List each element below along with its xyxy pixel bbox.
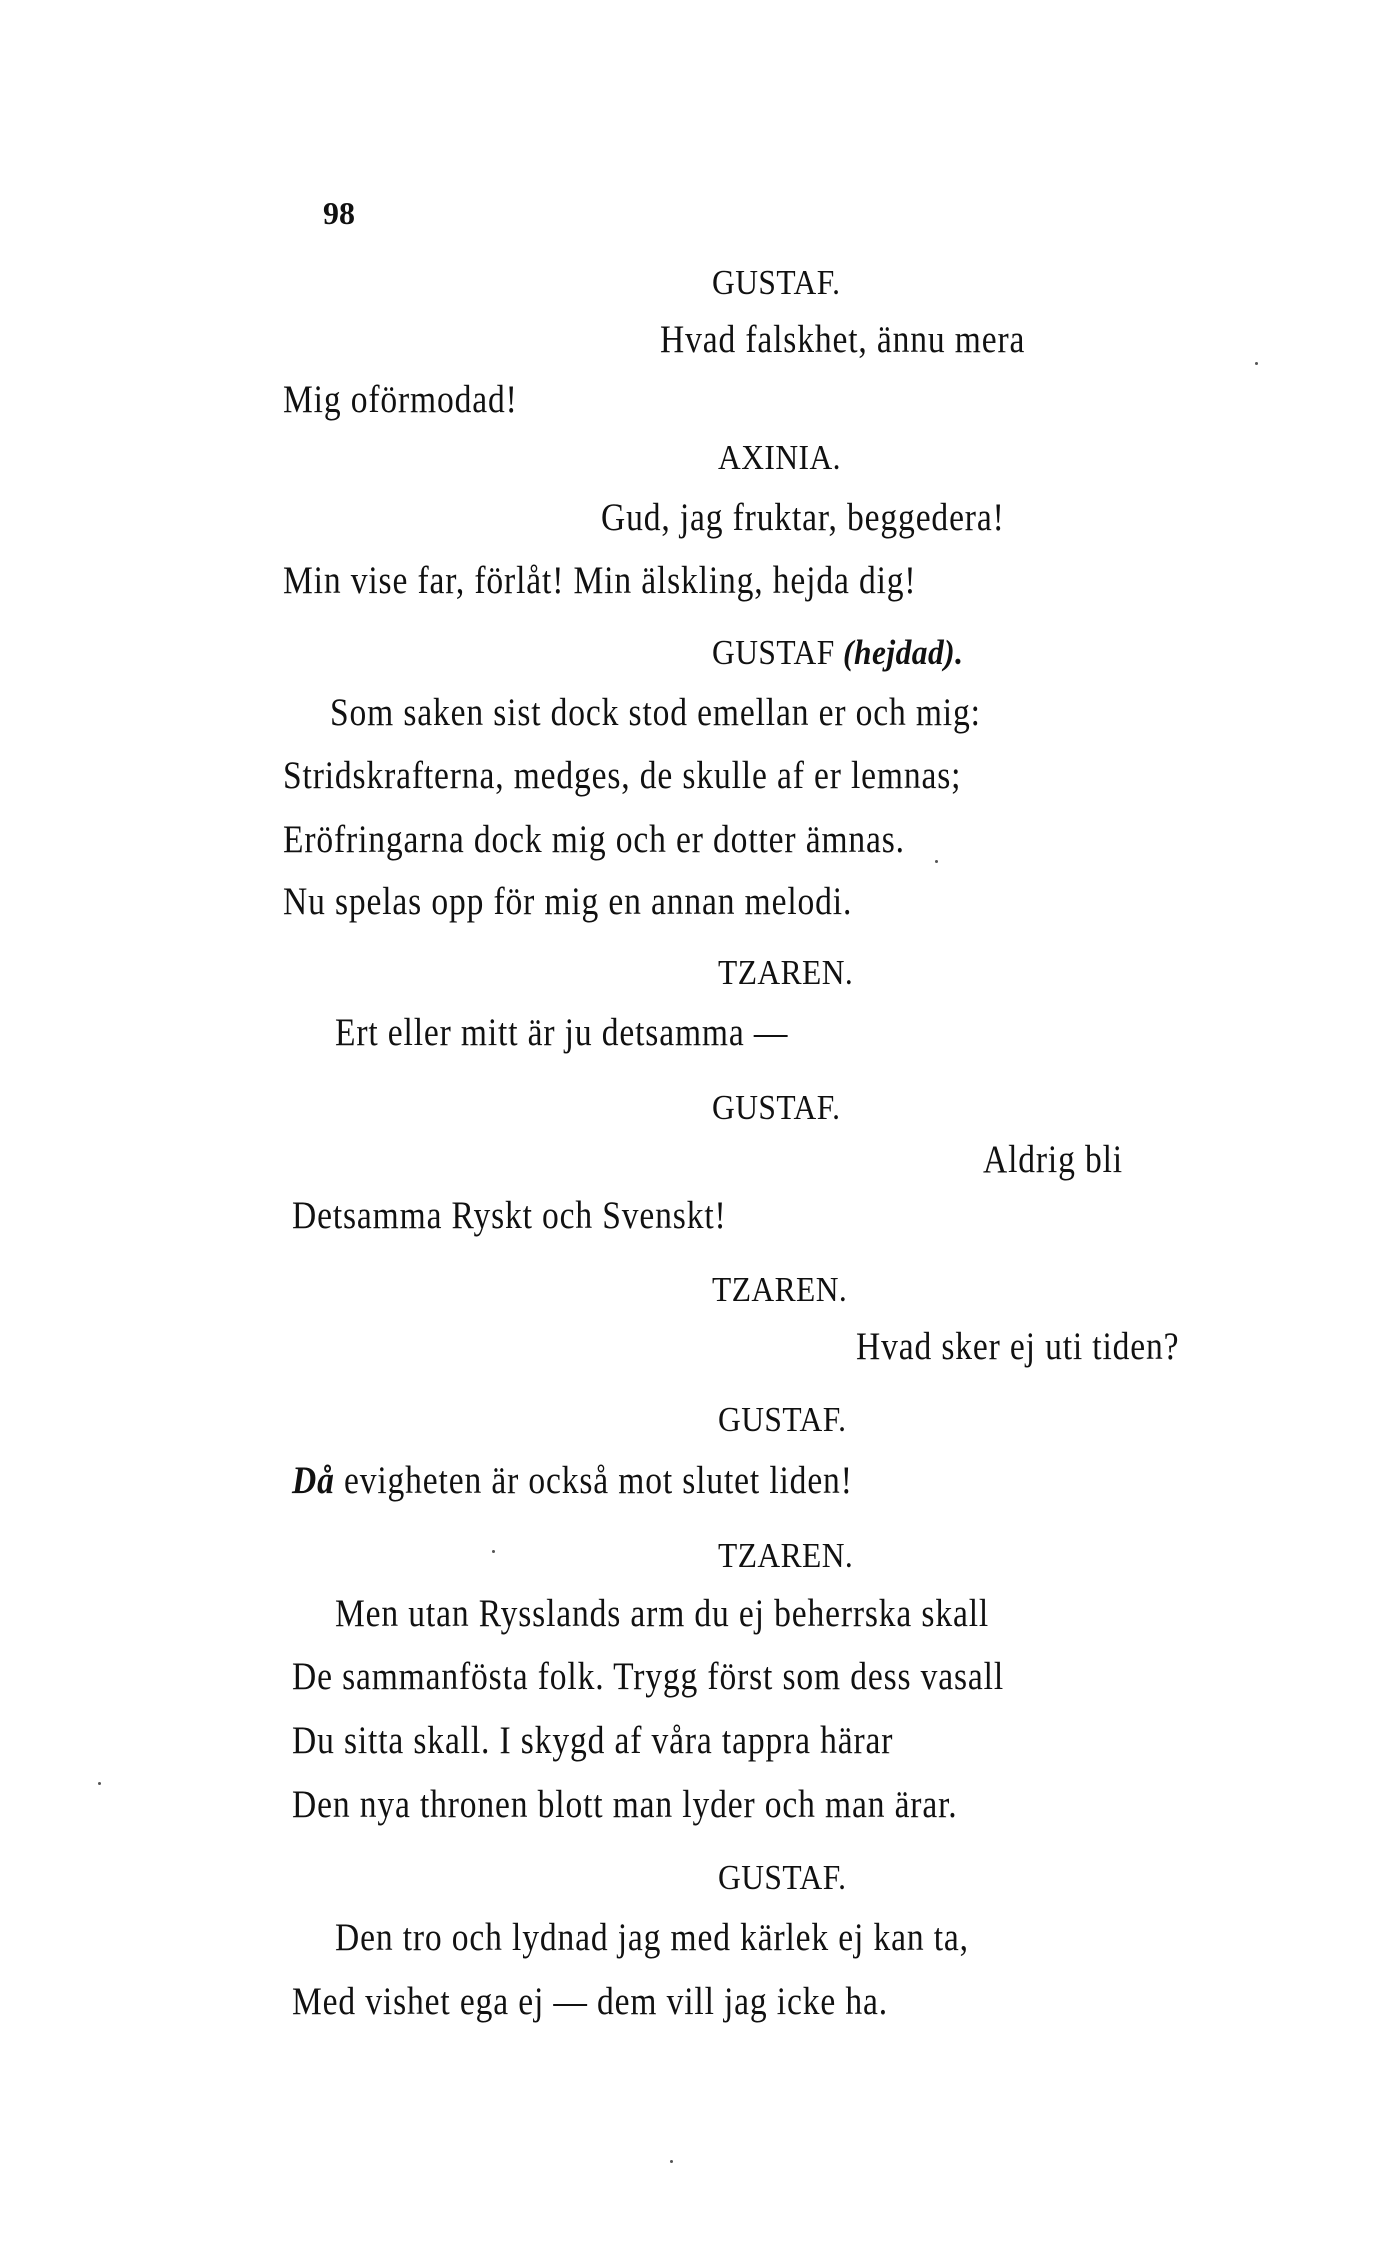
speaker-axinia: AXINIA. <box>718 438 842 477</box>
verse-line: Stridskrafterna, medges, de skulle af er lemnas; <box>283 754 962 797</box>
speaker-gustaf-4: GUSTAF. <box>718 1400 847 1439</box>
print-speck <box>98 1782 101 1785</box>
verse-line: Den tro och lydnad jag med kärlek ej kan ta, <box>335 1916 969 1959</box>
verse-line: Mig oförmodad! <box>283 378 518 421</box>
speaker-gustaf-5: GUSTAF. <box>718 1858 847 1897</box>
verse-line <box>292 1461 853 1500</box>
verse-line: Hvad falskhet, ännu mera <box>660 318 1026 361</box>
speaker-tzaren-2: TZAREN. <box>712 1270 848 1309</box>
speaker-name: GUSTAF <box>712 633 835 672</box>
page-number: 98 <box>323 195 355 231</box>
print-speck <box>670 2160 673 2163</box>
speaker-gustaf-2 <box>712 635 963 670</box>
verse-line: Men utan Rysslands arm du ej beherrska skall <box>335 1592 990 1635</box>
verse-line: De sammanfösta folk. Trygg först som dess vasall <box>292 1655 1005 1698</box>
verse-line: Den nya thronen blott man lyder och man ärar. <box>292 1783 958 1826</box>
speaker-tzaren-3: TZAREN. <box>718 1536 854 1575</box>
print-speck <box>1255 362 1258 365</box>
print-speck <box>492 1550 495 1553</box>
verse-line: Hvad sker ej uti tiden? <box>856 1325 1180 1368</box>
verse-line: Aldrig bli <box>983 1138 1123 1181</box>
verse-line: Ert eller mitt är ju detsamma — <box>335 1011 789 1054</box>
emphasis: Då <box>292 1459 335 1502</box>
verse-line: Detsamma Ryskt och Svenskt! <box>292 1194 727 1237</box>
speaker-gustaf-1: GUSTAF. <box>712 263 841 302</box>
verse-line: Nu spelas opp för mig en annan melodi. <box>283 880 853 923</box>
verse-text: evigheten är också mot slutet liden! <box>343 1459 853 1502</box>
verse-line: Som saken sist dock stod emellan er och mig: <box>330 691 981 734</box>
verse-line: Eröfringarna dock mig och er dotter ämnas. <box>283 818 905 861</box>
verse-line: Min vise far, förlåt! Min älskling, hejda dig! <box>283 559 917 602</box>
verse-line: Du sitta skall. I skygd af våra tappra härar <box>292 1719 894 1762</box>
print-speck <box>935 860 938 863</box>
verse-line: Med vishet ega ej — dem vill jag icke ha. <box>292 1980 888 2023</box>
stage-direction: (hejdad). <box>843 633 964 672</box>
verse-line: Gud, jag fruktar, beggedera! <box>601 496 1005 539</box>
speaker-tzaren-1: TZAREN. <box>718 953 854 992</box>
speaker-gustaf-3: GUSTAF. <box>712 1088 841 1127</box>
